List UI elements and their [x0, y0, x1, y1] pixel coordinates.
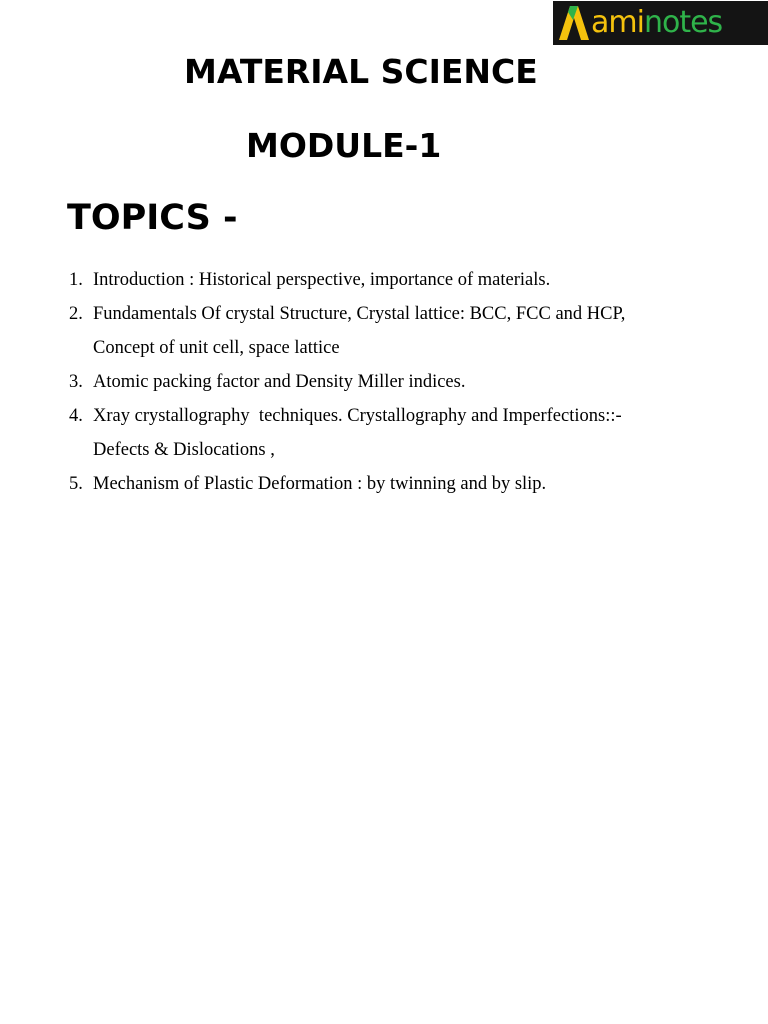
aminotes-a-mark-icon — [559, 6, 589, 40]
topic-line: Atomic packing factor and Density Miller indices. — [93, 372, 466, 392]
topic-line: Xray crystallography techniques. Crystallography and Imperfections::- — [93, 406, 622, 426]
topic-line: Introduction : Historical perspective, importance of materials. — [93, 270, 551, 290]
topic-text — [93, 263, 729, 297]
topic-text — [93, 467, 729, 501]
topic-item — [69, 365, 729, 399]
topic-number: 2. — [69, 304, 83, 324]
topic-text — [93, 365, 729, 399]
topic-number: 3. — [69, 372, 83, 392]
aminotes-logo — [553, 1, 768, 45]
logo-wordmark-part2: notes — [643, 5, 723, 40]
topic-line: Concept of unit cell, space lattice — [93, 338, 340, 358]
topic-item — [69, 467, 729, 501]
topic-item — [69, 263, 729, 297]
topics-heading: TOPICS - — [67, 198, 238, 238]
topic-item — [69, 297, 729, 365]
topic-text — [93, 399, 729, 467]
logo-wordmark-part1: ami — [591, 5, 644, 40]
module-heading: MODULE-1 — [246, 126, 442, 165]
topic-text — [93, 297, 729, 365]
topic-number: 5. — [69, 474, 83, 494]
topic-line: Defects & Dislocations , — [93, 440, 275, 460]
topics-list — [69, 263, 729, 501]
topic-number: 4. — [69, 406, 83, 426]
logo-wordmark — [591, 1, 722, 45]
topic-number: 1. — [69, 270, 83, 290]
topic-line: Fundamentals Of crystal Structure, Crystal lattice: BCC, FCC and HCP, — [93, 304, 626, 324]
topic-line: Mechanism of Plastic Deformation : by twinning and by slip. — [93, 474, 547, 494]
document-title: MATERIAL SCIENCE — [184, 52, 538, 91]
topic-item — [69, 399, 729, 467]
